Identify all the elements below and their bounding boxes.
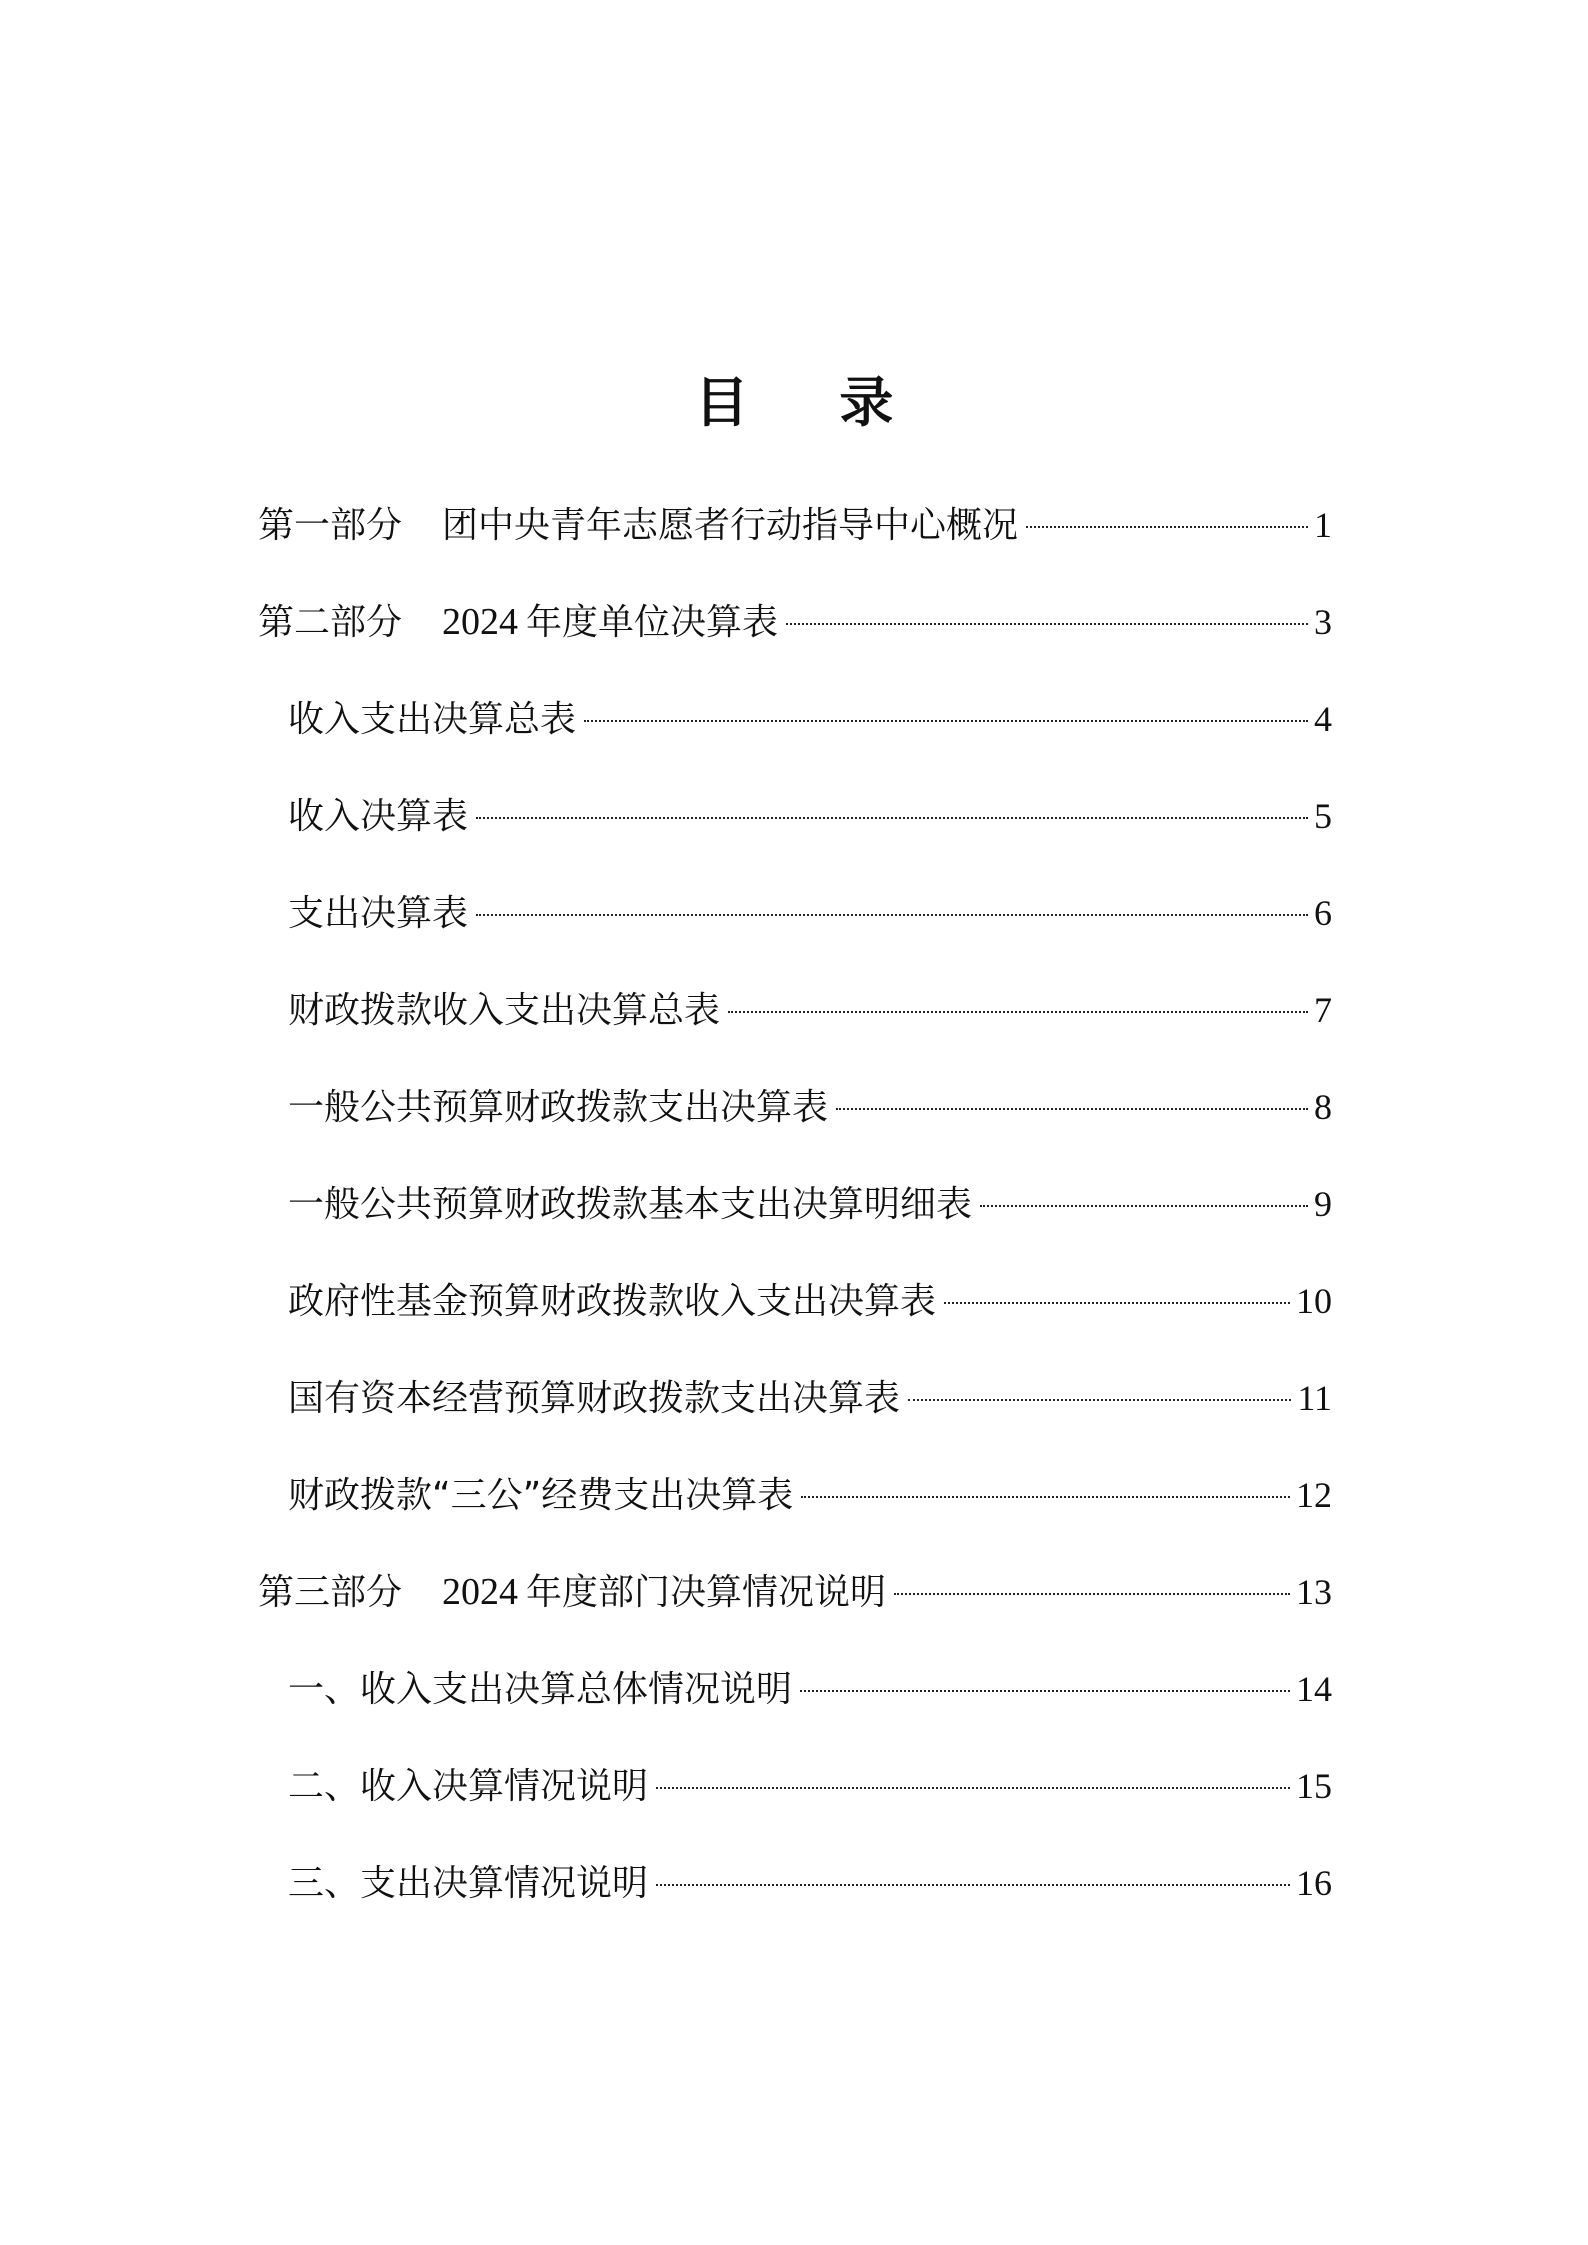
entry-title: 政府性基金预算财政拨款收入支出决算表 (288, 1281, 937, 1322)
part-label: 第三部分 (258, 1572, 403, 1613)
toc-entry-part-1[interactable] (258, 490, 1332, 587)
toc-entry[interactable] (258, 1072, 1332, 1169)
part-label: 第一部分 (258, 505, 403, 546)
page-number: 14 (1296, 1669, 1332, 1709)
toc-entry[interactable] (258, 1363, 1332, 1460)
toc-entry[interactable] (258, 781, 1332, 878)
entry-title: 二、收入决算情况说明 (288, 1766, 649, 1807)
toc-entry[interactable] (258, 1654, 1332, 1751)
page-number: 12 (1296, 1475, 1332, 1515)
dot-leader (908, 1399, 1291, 1401)
part-label: 第二部分 (258, 602, 403, 643)
entry-title: 财政拨款收入支出决算总表 (288, 990, 721, 1031)
dot-leader (801, 1496, 1290, 1498)
entry-title: 年度单位决算表 (526, 602, 779, 643)
dot-leader (584, 720, 1308, 722)
page-number: 15 (1296, 1766, 1332, 1806)
toc-entry[interactable] (258, 878, 1332, 975)
page-number: 4 (1314, 699, 1332, 739)
dot-leader (1026, 526, 1308, 528)
toc-entry[interactable] (258, 684, 1332, 781)
page-number: 5 (1314, 796, 1332, 836)
toc-entry[interactable] (258, 1848, 1332, 1945)
toc-entry[interactable] (258, 1266, 1332, 1363)
page-number: 11 (1297, 1378, 1332, 1418)
dot-leader (836, 1108, 1308, 1110)
dot-leader (894, 1593, 1290, 1595)
toc-entry[interactable] (258, 1460, 1332, 1557)
entry-title: 财政拨款“三公”经费支出决算表 (288, 1475, 794, 1516)
toc-entry[interactable] (258, 975, 1332, 1072)
page-number: 13 (1296, 1572, 1332, 1612)
page-number: 3 (1314, 602, 1332, 642)
page-number: 7 (1314, 990, 1332, 1030)
entry-title: 国有资本经营预算财政拨款支出决算表 (288, 1378, 901, 1419)
dot-leader (728, 1011, 1308, 1013)
page-number: 10 (1296, 1281, 1332, 1321)
year: 2024 (442, 601, 519, 643)
dot-leader (656, 1787, 1290, 1789)
dot-leader (656, 1884, 1290, 1886)
page-number: 9 (1314, 1184, 1332, 1224)
page-number: 1 (1314, 505, 1332, 545)
entry-title: 支出决算表 (288, 893, 469, 934)
dot-leader (476, 914, 1308, 916)
page-number: 8 (1314, 1087, 1332, 1127)
toc-list (258, 490, 1332, 1945)
dot-leader (944, 1302, 1290, 1304)
toc-title: 目 录 (694, 371, 930, 434)
dot-leader (980, 1205, 1308, 1207)
page-number: 6 (1314, 893, 1332, 933)
toc-entry-part-2[interactable] (258, 587, 1332, 684)
year: 2024 (442, 1571, 519, 1613)
entry-title: 一般公共预算财政拨款基本支出决算明细表 (288, 1184, 973, 1225)
entry-title: 一般公共预算财政拨款支出决算表 (288, 1087, 829, 1128)
entry-title: 收入支出决算总表 (288, 699, 577, 740)
entry-title: 收入决算表 (288, 796, 469, 837)
entry-title: 年度部门决算情况说明 (526, 1572, 887, 1613)
entry-title: 一、收入支出决算总体情况说明 (288, 1669, 793, 1710)
dot-leader (800, 1690, 1290, 1692)
toc-entry[interactable] (258, 1751, 1332, 1848)
toc-entry[interactable] (258, 1169, 1332, 1266)
entry-title: 三、支出决算情况说明 (288, 1863, 649, 1904)
toc-entry-part-3[interactable] (258, 1557, 1332, 1654)
page-number: 16 (1296, 1863, 1332, 1903)
entry-title: 团中央青年志愿者行动指导中心概况 (442, 505, 1019, 546)
dot-leader (476, 817, 1308, 819)
dot-leader (786, 623, 1308, 625)
